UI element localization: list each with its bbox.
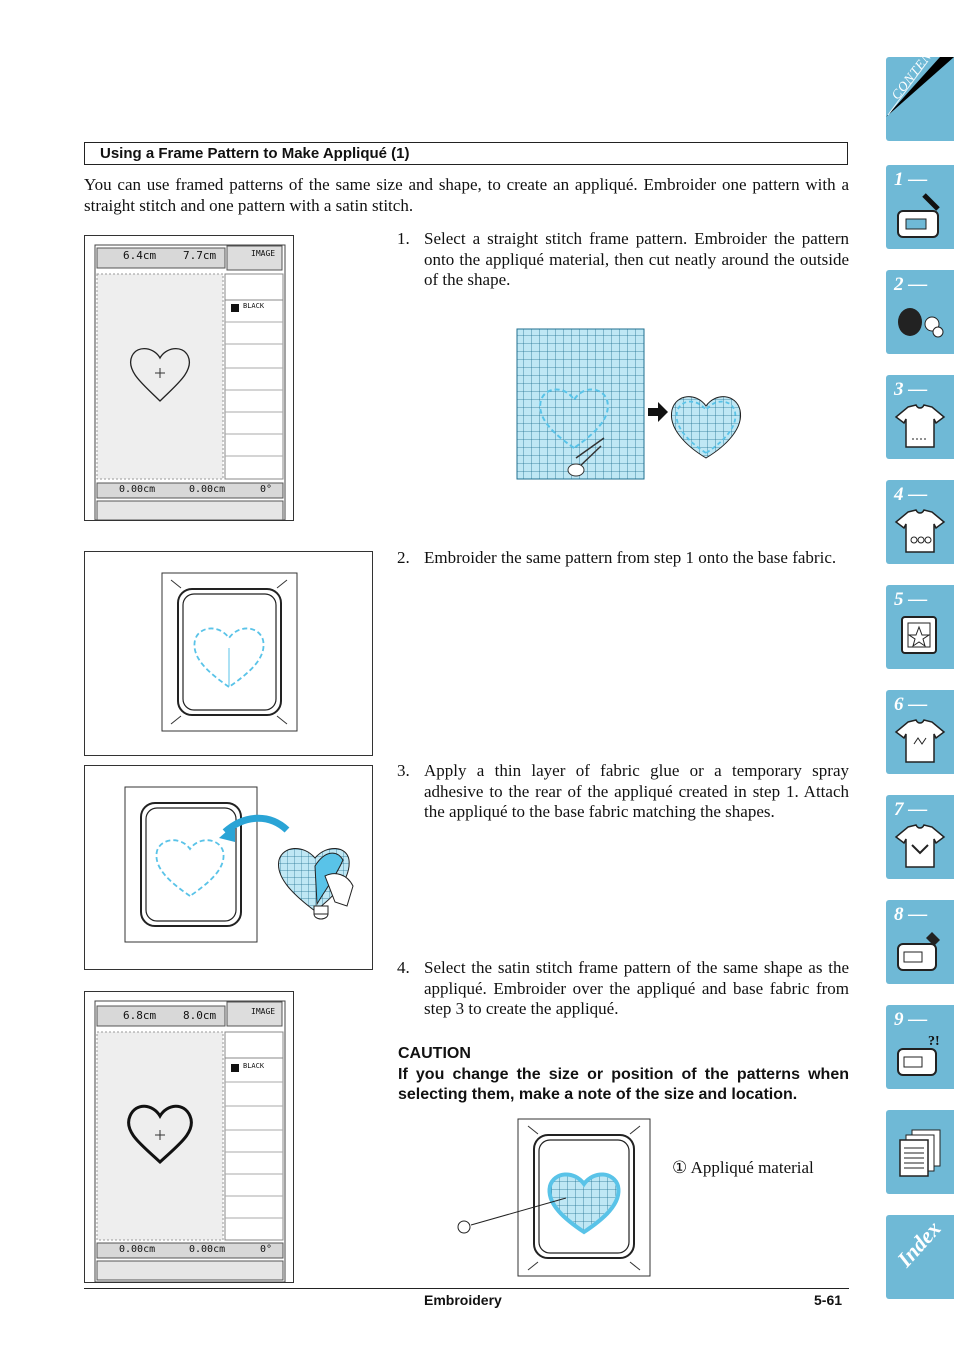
- intro-paragraph: You can use framed patterns of the same size and shape, to create an appliqué. Embroider one pattern with a straight stitch and one pattern with a satin stitch.: [84, 175, 849, 215]
- contents-label: CONTENTS: [888, 36, 945, 103]
- tab-chapter-3[interactable]: 3 —: [886, 375, 954, 459]
- tab-chapter-6[interactable]: 6 —: [886, 690, 954, 774]
- caution-block: [398, 1044, 849, 1106]
- section-title: Using a Frame Pattern to Make Appliqué (1): [84, 142, 848, 165]
- figure-screen-straight: [84, 235, 294, 521]
- step-text: Select a straight stitch frame pattern. Embroider the pattern onto the appliqué material, then cut neatly around the outside of the shape.: [424, 229, 849, 289]
- image-button[interactable]: IMAGE: [251, 249, 276, 258]
- tab-document[interactable]: [886, 1110, 954, 1194]
- tab-index[interactable]: [886, 1215, 954, 1299]
- step-4: [397, 958, 849, 1020]
- lcd-screen-illustration: [85, 992, 293, 1282]
- step-text: Embroider the same pattern from step 1 onto the base fabric.: [424, 548, 837, 567]
- tab-chapter-4[interactable]: 4 —: [886, 480, 954, 564]
- caution-text: If you change the size or position of the patterns when selecting them, make a note of the size and location.: [398, 1065, 849, 1103]
- sewing-machine-icon: [894, 189, 946, 241]
- step-number: 3.: [397, 761, 410, 780]
- step-1: [397, 229, 849, 291]
- step-number: 2.: [397, 548, 410, 567]
- footer-section: Embroidery: [424, 1292, 502, 1308]
- image-button[interactable]: IMAGE: [251, 1007, 276, 1016]
- height-readout: 6.8cm: [123, 1009, 157, 1022]
- step-number: 1.: [397, 229, 410, 248]
- thread-spools-icon: [894, 294, 946, 346]
- machine-maintenance-icon: [894, 924, 946, 976]
- caution-heading: CAUTION: [398, 1045, 471, 1062]
- finished-appliqué-illustration: [448, 1118, 658, 1278]
- step-text: Select the satin stitch frame pattern of the same shape as the appliqué. Embroider over the appliqué and base fabric from step 3 to create the appliqué.: [424, 958, 849, 1018]
- step-3: [397, 761, 849, 823]
- tab-chapter-8[interactable]: 8 —: [886, 900, 954, 984]
- figure-screen-satin: [84, 991, 294, 1283]
- figure-base-fabric: [84, 551, 373, 756]
- step-2: [397, 548, 849, 569]
- document-pages-icon: [894, 1126, 946, 1178]
- tshirt-stitch-icon: [894, 819, 946, 871]
- footer-page-number: 5-61: [814, 1292, 843, 1308]
- width-readout: 7.7cm: [183, 249, 217, 262]
- tab-chapter-9[interactable]: 9 — ?!: [886, 1005, 954, 1089]
- step-text: Apply a thin layer of fabric glue or a temporary spray adhesive to the rear of the appliqué created in step 1. Attach the appliqué to the base fabric matching the shapes.: [424, 761, 849, 821]
- tshirt-abc-icon: [894, 504, 946, 556]
- lcd-screen-illustration: [85, 236, 293, 520]
- svg-text:?!: ?!: [928, 1034, 940, 1049]
- x-position-readout: 0.00cm: [119, 1244, 156, 1255]
- tshirt-letters-icon: [894, 714, 946, 766]
- tab-chapter-1[interactable]: 1 —: [886, 165, 954, 249]
- machine-troubleshoot-icon: [894, 1029, 946, 1081]
- tshirt-icon: [894, 399, 946, 451]
- height-readout: 6.4cm: [123, 249, 157, 262]
- tab-chapter-5[interactable]: 5 —: [886, 585, 954, 669]
- angle-readout: 0°: [260, 1244, 273, 1255]
- callout-label: ① Appliqué material: [672, 1158, 814, 1177]
- figure-attach-appliqué: [84, 765, 373, 970]
- tab-chapter-2[interactable]: 2 —: [886, 270, 954, 354]
- step-number: 4.: [397, 958, 410, 977]
- x-position-readout: 0.00cm: [119, 484, 156, 495]
- index-label: Index: [892, 1215, 946, 1272]
- width-readout: 8.0cm: [183, 1009, 217, 1022]
- footer-rule: [84, 1288, 849, 1289]
- appliqué-cut-illustration: [516, 328, 748, 480]
- thread-color-label: BLACK: [243, 1062, 265, 1070]
- tab-contents[interactable]: [886, 36, 954, 141]
- thread-color-label: BLACK: [243, 302, 265, 310]
- y-position-readout: 0.00cm: [189, 484, 226, 495]
- embroidery-frame-icon: [894, 609, 946, 661]
- tab-chapter-7[interactable]: 7 —: [886, 795, 954, 879]
- angle-readout: 0°: [260, 484, 273, 495]
- y-position-readout: 0.00cm: [189, 1244, 226, 1255]
